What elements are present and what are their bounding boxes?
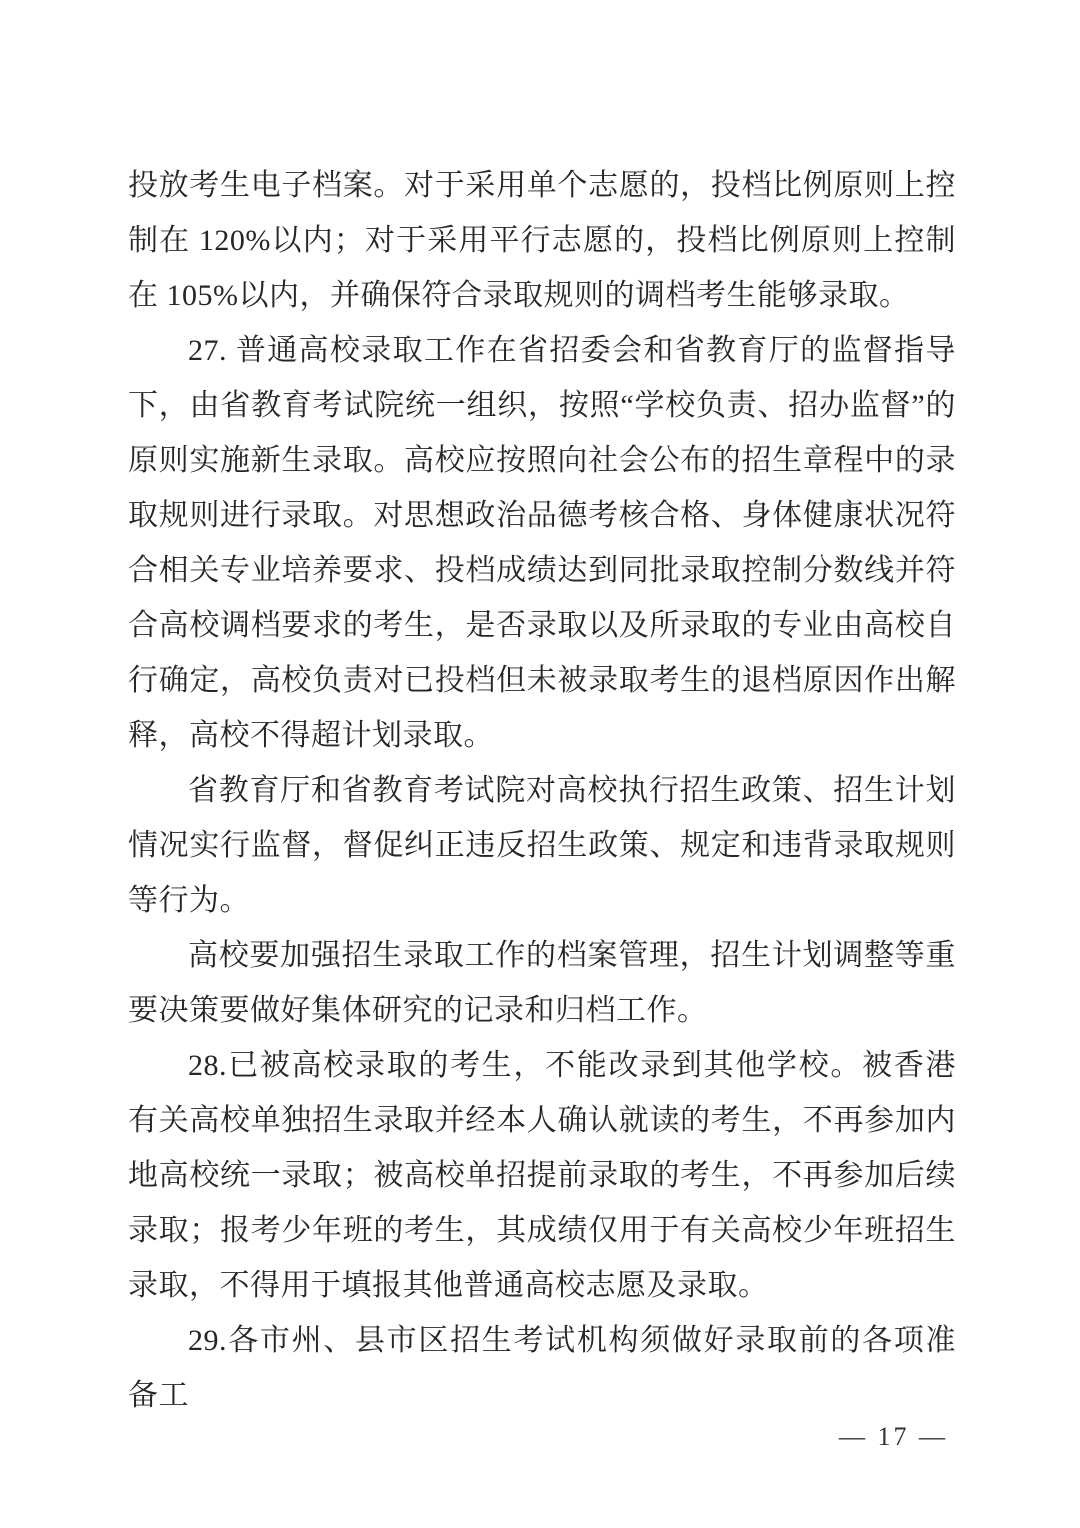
document-body (128, 158, 956, 1423)
paragraph: 高校要加强招生录取工作的档案管理，招生计划调整等重要决策要做好集体研究的记录和归档工作。 (128, 939, 956, 1027)
paragraph: 省教育厅和省教育考试院对高校执行招生政策、招生计划情况实行监督，督促纠正违反招生政策、规定和违背录取规则等行为。 (128, 774, 956, 917)
paragraph: 投放考生电子档案。对于采用单个志愿的，投档比例原则上控制在 120%以内；对于采用平行志愿的，投档比例原则上控制在 105%以内，并确保符合录取规则的调档考生能够录取。 (128, 169, 956, 312)
page-number: — 17 — (839, 1422, 948, 1451)
paragraph: 29.各市州、县市区招生考试机构须做好录取前的各项准备工 (128, 1324, 956, 1412)
paragraph: 28.已被高校录取的考生，不能改录到其他学校。被香港有关高校单独招生录取并经本人确认就读的考生，不再参加内地高校统一录取；被高校单招提前录取的考生，不再参加后续录取；报考少年班的考生，其成绩仅用于有关高校少年班招生录取，不得用于填报其他普通高校志愿及录取。 (128, 1049, 956, 1302)
paragraph: 27. 普通高校录取工作在省招委会和省教育厅的监督指导下，由省教育考试院统一组织，按照“学校负责、招办监督”的原则实施新生录取。高校应按照向社会公布的招生章程中的录取规则进行录取。对思想政治品德考核合格、身体健康状况符合相关专业培养要求、投档成绩达到同批录取控制分数线并符合高校调档要求的考生，是否录取以及所录取的专业由高校自行确定，高校负责对已投档但未被录取考生的退档原因作出解释，高校不得超计划录取。 (128, 334, 956, 752)
